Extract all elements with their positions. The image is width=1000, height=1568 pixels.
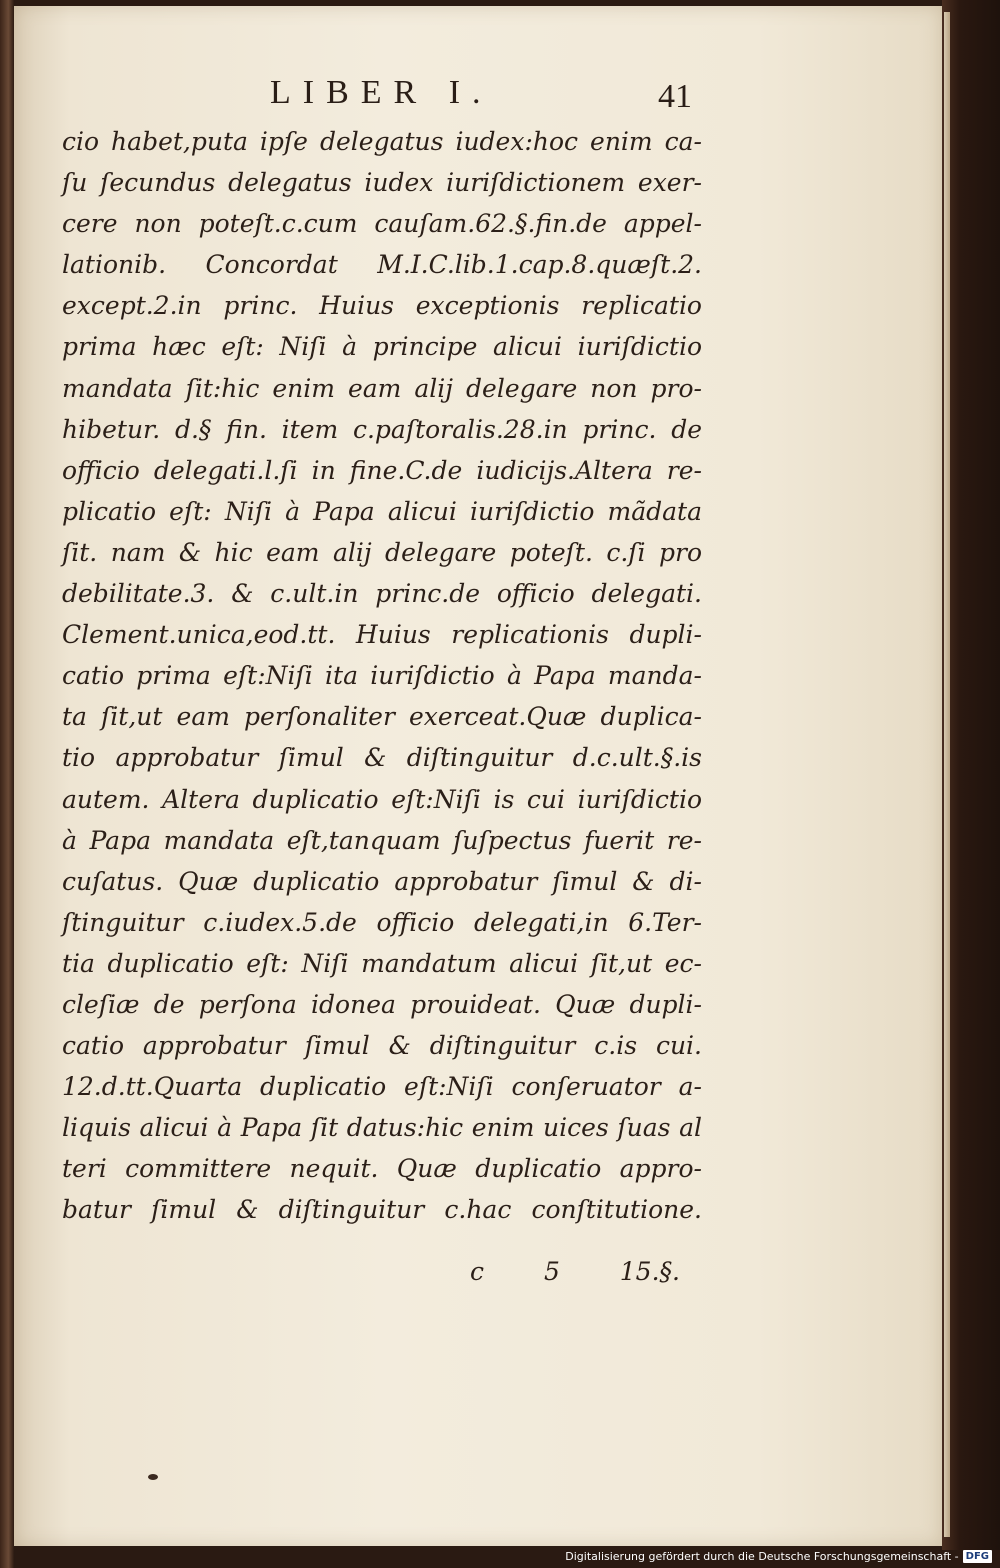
text-line: catio approbatur ſimul & diſtinguitur c.is cui.	[62, 1031, 702, 1061]
text-line: ſtinguitur c.iudex.5.de officio delegati,in 6.Ter-	[62, 907, 702, 937]
page-edge-sheet	[944, 12, 950, 1537]
text-line: plicatio eſt: Niſi à Papa alicui iuriſdictio mãdata	[62, 496, 702, 526]
page-number: 41	[658, 78, 692, 115]
text-line: autem. Altera duplicatio eſt:Niſi is cui iuriſdictio	[62, 784, 702, 814]
dfg-logo: DFG	[963, 1550, 992, 1563]
text-line: catio prima eſt:Niſi ita iuriſdictio à Papa manda-	[62, 661, 702, 691]
catchword: 15.§.	[619, 1257, 680, 1286]
text-line: cio habet,puta ipſe delegatus iudex:hoc enim ca-	[62, 127, 702, 156]
text-line: 12.d.tt.Quarta duplicatio eſt:Niſi conſeruator a-	[62, 1072, 702, 1102]
text-line: cleſiæ de perſona idonea prouideat. Quæ dupli-	[62, 989, 702, 1019]
text-line: lationib. Concordat M.I.C.lib.1.cap.8.quæſt.2.	[62, 250, 702, 280]
signature-marks	[470, 1257, 680, 1286]
text-line: teri committere nequit. Quæ duplicatio appro-	[62, 1154, 702, 1184]
page-header	[270, 74, 700, 114]
running-head: LIBER I.	[270, 74, 493, 111]
left-page-edge	[0, 0, 14, 1568]
text-line: cere non poteſt.c.cum cauſam.62.§.fin.de appel-	[62, 209, 702, 239]
text-line: except.2.in princ. Huius exceptionis replicatio	[62, 291, 702, 321]
text-line: officio delegati.l.ſi in fine.C.de iudicijs.Altera re-	[62, 455, 702, 485]
text-line: cuſatus. Quæ duplicatio approbatur ſimul & di-	[62, 866, 702, 896]
digitization-footer	[565, 1548, 992, 1564]
right-page-edge	[942, 0, 1000, 1550]
text-line: debilitate.3. & c.ult.in princ.de officio delegati.	[62, 579, 702, 609]
signature-mark: 5	[543, 1257, 560, 1286]
text-line: ta ſit,ut eam perſonaliter exerceat.Quæ duplica-	[62, 702, 702, 732]
body-text	[62, 121, 702, 1231]
text-line: tia duplicatio eſt: Niſi mandatum alicui ſit,ut ec-	[62, 948, 702, 978]
text-line: mandata ſit:hic enim eam alij delegare non pro-	[62, 373, 702, 403]
text-line: ſu ſecundus delegatus iudex iuriſdictionem exer-	[62, 168, 702, 198]
text-line: Clement.unica,eod.tt. Huius replicationis dupli-	[62, 620, 702, 650]
text-line: batur ſimul & diſtinguitur c.hac conſtitutione.	[62, 1195, 702, 1225]
text-line: liquis alicui à Papa ſit datus:hic enim uices ſuas al	[62, 1113, 702, 1143]
ink-speck	[148, 1474, 158, 1480]
signature-mark: c	[470, 1257, 485, 1286]
funding-credit: Digitalisierung gefördert durch die Deutsche Forschungsgemeinschaft -	[565, 1549, 959, 1563]
text-line: tio approbatur ſimul & diſtinguitur d.c.ult.§.is	[62, 743, 702, 773]
text-line: prima hæc eſt: Niſi à principe alicui iuriſdictio	[62, 332, 702, 362]
text-line: ſit. nam & hic eam alij delegare poteſt. c.ſi pro	[62, 537, 702, 567]
text-line: à Papa mandata eſt,tanquam ſuſpectus fuerit re-	[62, 825, 702, 855]
text-line: hibetur. d.§ fin. item c.paſtoralis.28.in princ. de	[62, 414, 702, 444]
